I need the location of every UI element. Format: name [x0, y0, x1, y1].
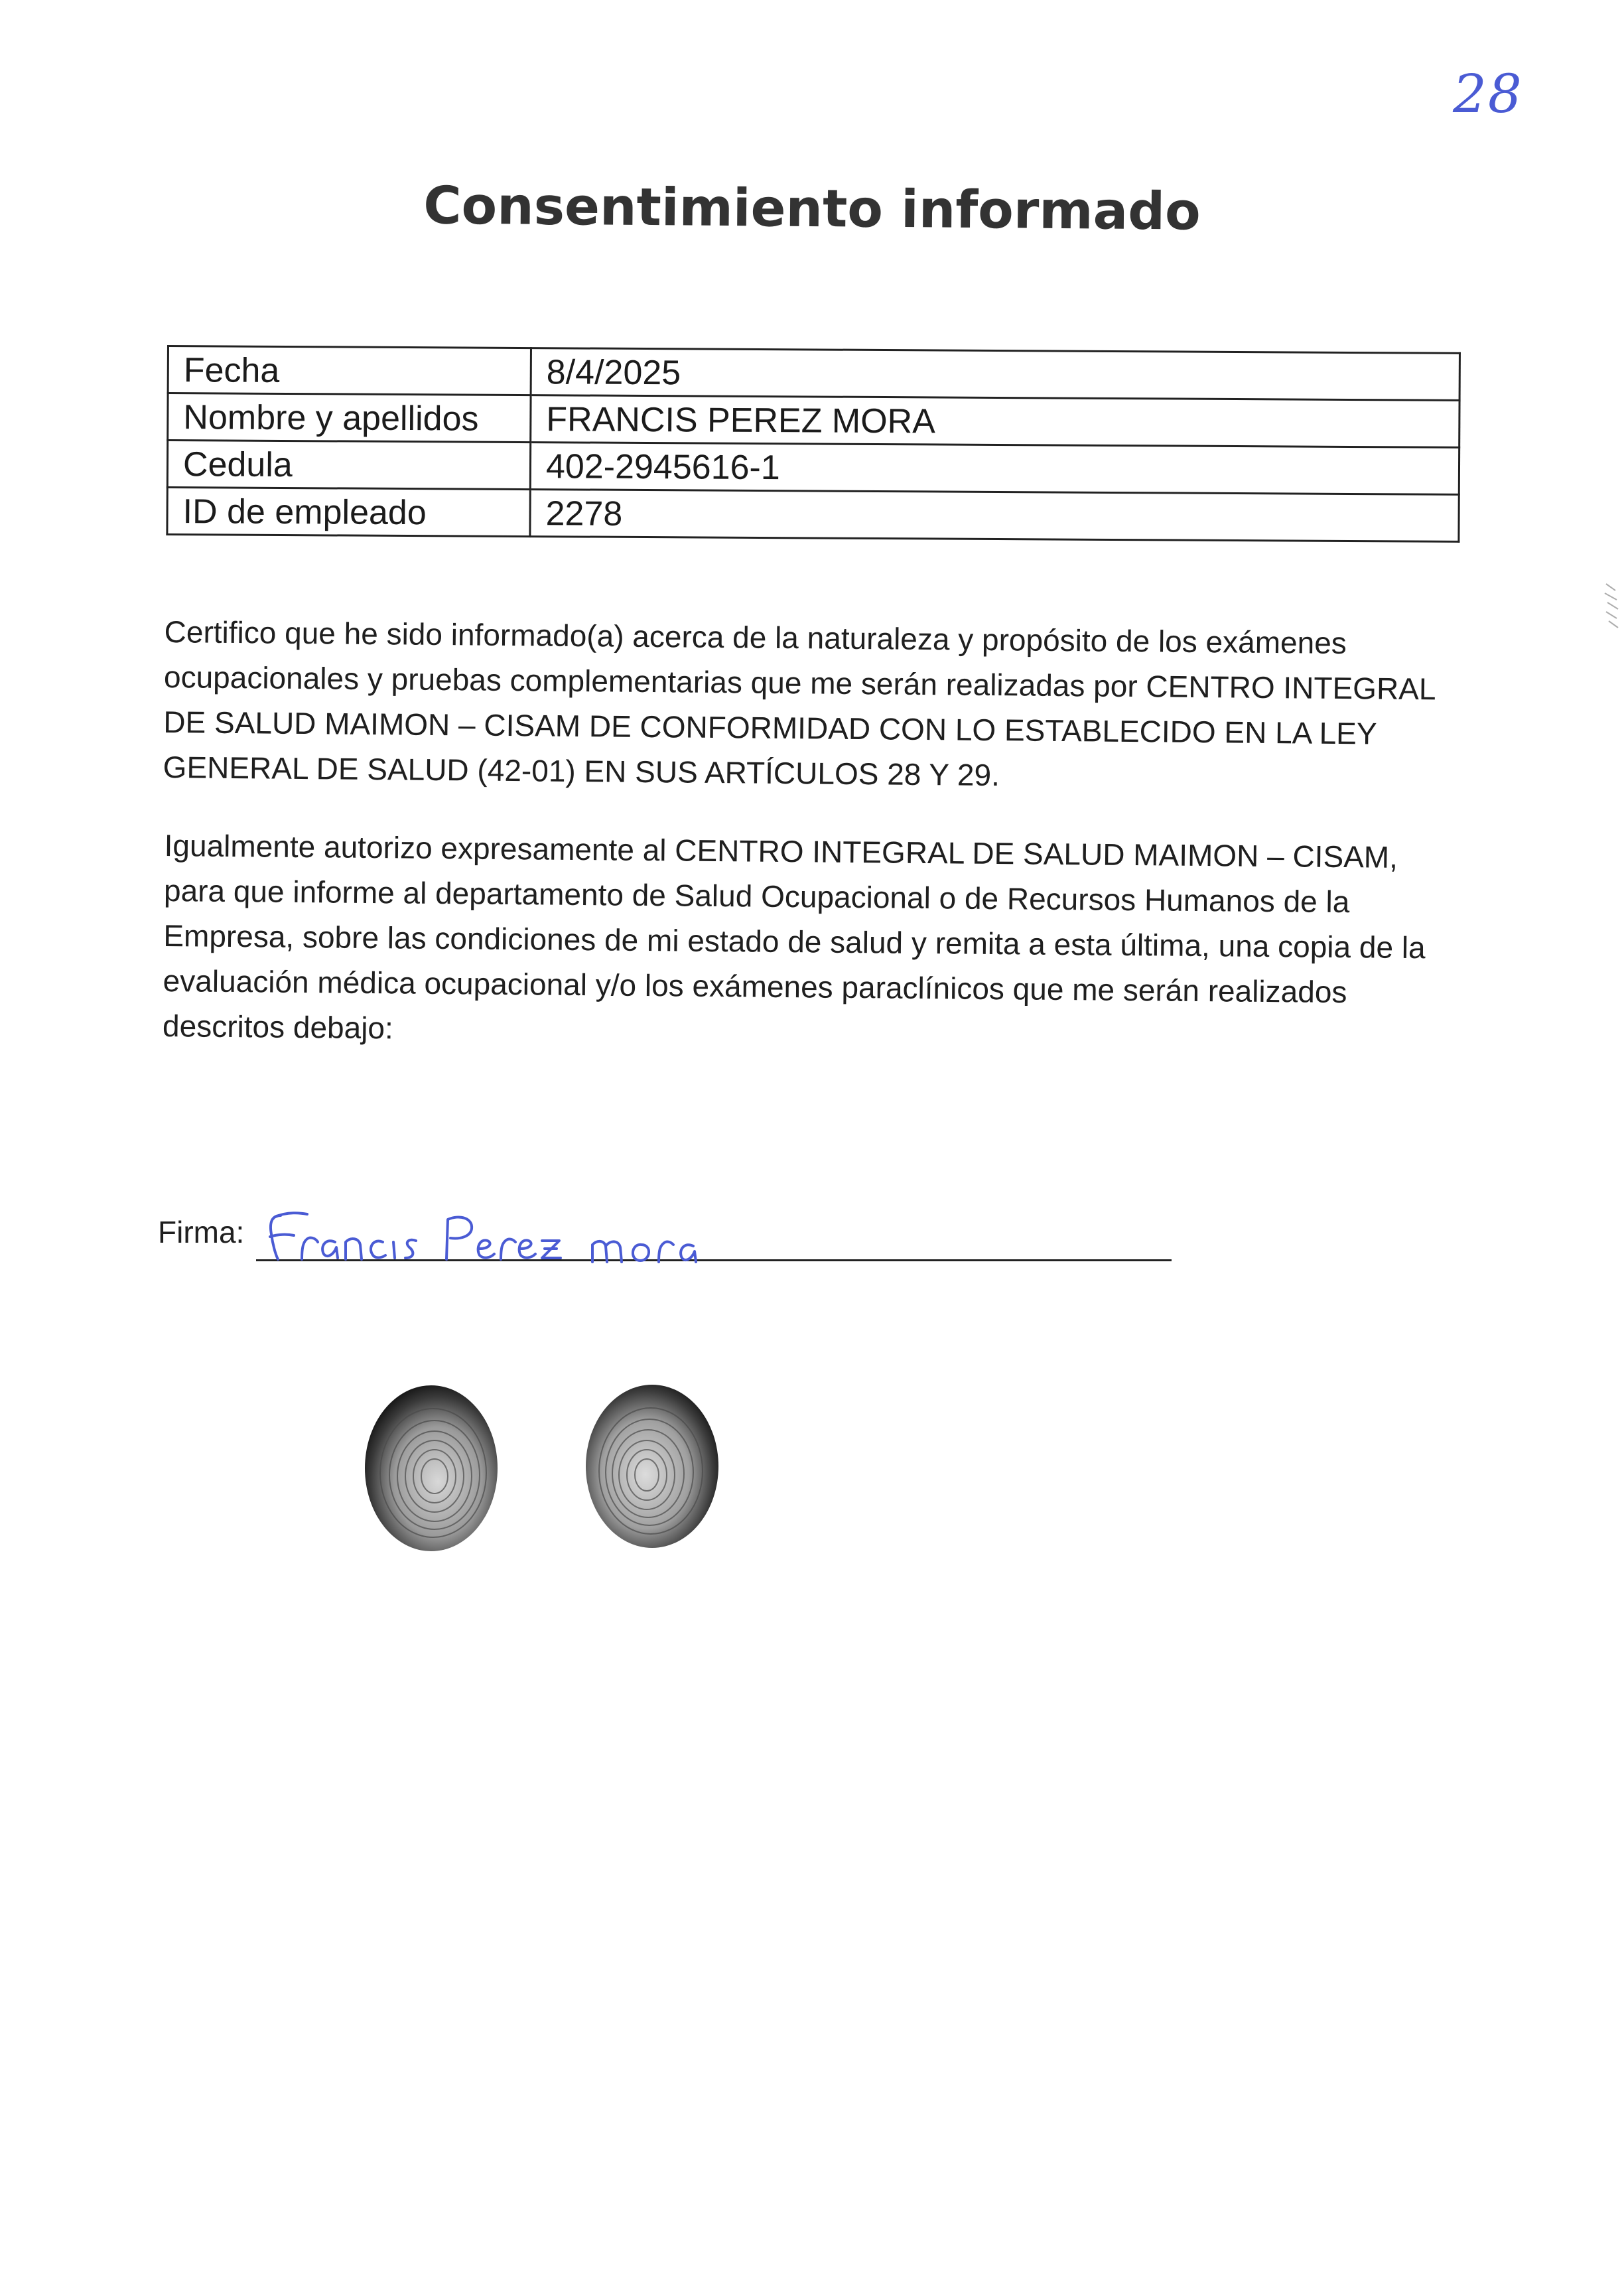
fingerprint-2: [580, 1377, 726, 1556]
fingerprint-1: [358, 1377, 504, 1556]
row-value: 2278: [530, 490, 1459, 542]
signature-block: [158, 1208, 1180, 1274]
consent-paragraph-1: Certifico que he sido informado(a) acerca de la naturaleza y propósito de los exámenes ocupacionales y pruebas complementarias que me serán realizadas por CENTRO INTEGRAL DE SALUD MAIMON – CISAM DE CONFORMIDAD CON LO ESTABLECIDO EN LA LEY GENERAL DE SALUD (42-01) EN SUS ARTÍCULOS 28 Y 29.: [163, 614, 1436, 793]
handwritten-signature: [261, 1208, 858, 1274]
table-row-cedula: [167, 441, 1459, 495]
consent-paragraph-2: Igualmente autorizo expresamente al CENTRO INTEGRAL DE SALUD MAIMON – CISAM, para que informe al departamento de Salud Ocupacional o de Recursos Humanos de la Empresa, sobre las condiciones de mi estado de salud y remita a esta última, una copia de la evaluación médica ocupacional y/o los exámenes paraclínicos que me serán realizados descritos debajo:: [162, 827, 1426, 1046]
signature-label: Firma:: [158, 1215, 245, 1249]
row-label: Cedula: [167, 441, 530, 490]
info-table: [166, 345, 1461, 543]
table-row-fecha: [168, 346, 1459, 401]
row-value: FRANCIS PEREZ MORA: [531, 395, 1459, 448]
row-value: 402-2945616-1: [530, 443, 1459, 495]
table-row-id-empleado: [167, 488, 1459, 542]
table-row-nombre: [168, 393, 1459, 448]
row-label: Nombre y apellidos: [168, 393, 531, 443]
row-label: ID de empleado: [167, 488, 530, 537]
page-number-handwritten: 28: [1453, 63, 1523, 125]
row-value: 8/4/2025: [531, 348, 1459, 401]
row-label: Fecha: [168, 346, 531, 395]
scan-mark: [1602, 577, 1622, 637]
document-title: Consentimiento informado: [423, 176, 1201, 242]
